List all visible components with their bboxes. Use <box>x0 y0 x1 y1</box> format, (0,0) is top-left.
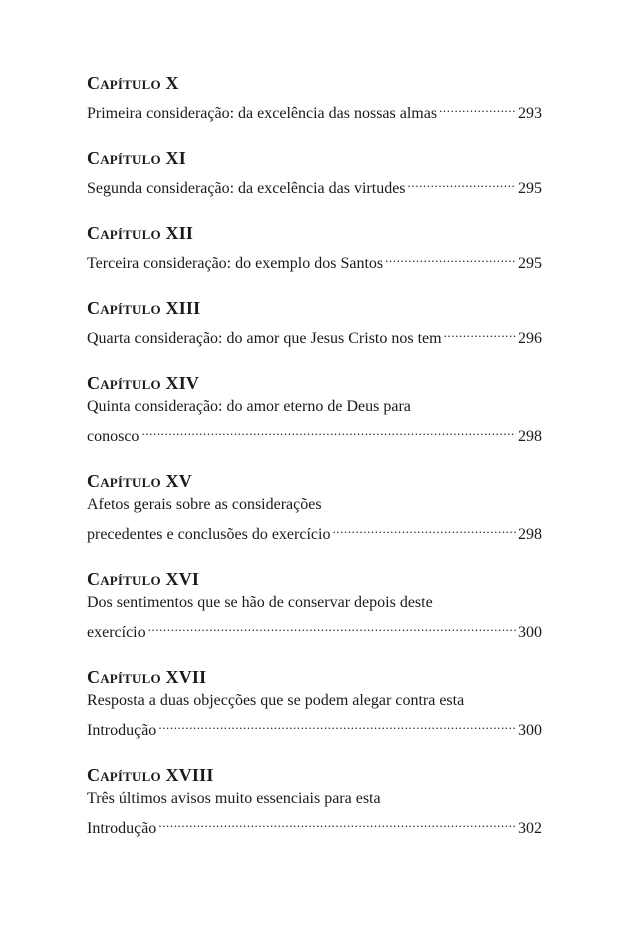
toc-line <box>87 810 542 840</box>
toc-entry <box>87 372 542 448</box>
chapter-title: conosco <box>87 428 140 445</box>
chapter-title-line: Afetos gerais sobre as considerações <box>87 496 322 513</box>
chapter-heading: Capítulo XIII <box>87 298 201 318</box>
toc-line <box>87 245 542 275</box>
toc-entry <box>87 297 542 350</box>
toc-line <box>87 516 542 546</box>
page-number: 300 <box>518 722 542 739</box>
chapter-title: Quarta consideração: do amor que Jesus Cristo nos tem <box>87 330 442 347</box>
page-number: 295 <box>518 180 542 197</box>
dot-leader <box>385 245 516 268</box>
toc-entry <box>87 470 542 546</box>
chapter-heading: Capítulo XVII <box>87 667 207 687</box>
dot-leader <box>444 320 516 343</box>
toc-entry <box>87 222 542 275</box>
page-number: 300 <box>518 624 542 641</box>
toc-line <box>87 320 542 350</box>
chapter-heading: Capítulo XV <box>87 471 192 491</box>
toc-entry <box>87 568 542 644</box>
chapter-title: Terceira consideração: do exemplo dos Santos <box>87 255 384 272</box>
toc-entry <box>87 72 542 125</box>
page-number: 295 <box>518 255 542 272</box>
chapter-title: Introdução <box>87 722 157 739</box>
chapter-heading: Capítulo XI <box>87 148 186 168</box>
page-number: 293 <box>518 105 542 122</box>
dot-leader <box>148 614 516 637</box>
toc-line <box>87 95 542 125</box>
chapter-title: Primeira consideração: da excelência das nossas almas <box>87 105 438 122</box>
dot-leader <box>408 170 516 193</box>
chapter-title: Introdução <box>87 820 157 837</box>
page-number: 298 <box>518 428 542 445</box>
page-number: 296 <box>518 330 542 347</box>
dot-leader <box>158 712 516 735</box>
toc-line <box>87 712 542 742</box>
chapter-heading: Capítulo X <box>87 73 179 93</box>
chapter-heading: Capítulo XII <box>87 223 194 243</box>
chapter-heading: Capítulo XVIII <box>87 765 214 785</box>
chapter-title: Segunda consideração: da excelência das virtudes <box>87 180 406 197</box>
chapter-title: precedentes e conclusões do exercício <box>87 526 331 543</box>
page-number: 298 <box>518 526 542 543</box>
toc-entry <box>87 666 542 742</box>
page-number: 302 <box>518 820 542 837</box>
chapter-heading: Capítulo XIV <box>87 373 200 393</box>
dot-leader <box>158 810 516 833</box>
chapter-heading: Capítulo XVI <box>87 569 200 589</box>
table-of-contents <box>87 72 542 862</box>
dot-leader <box>439 95 516 118</box>
toc-line <box>87 170 542 200</box>
chapter-title-line: Dos sentimentos que se hão de conservar depois deste <box>87 594 433 611</box>
dot-leader <box>332 516 516 539</box>
chapter-title-line: Quinta consideração: do amor eterno de Deus para <box>87 398 411 415</box>
toc-line <box>87 418 542 448</box>
chapter-title-line: Três últimos avisos muito essenciais para esta <box>87 790 381 807</box>
toc-entry <box>87 147 542 200</box>
chapter-title: exercício <box>87 624 146 641</box>
dot-leader <box>141 418 516 441</box>
toc-line <box>87 614 542 644</box>
toc-entry <box>87 764 542 840</box>
chapter-title-line: Resposta a duas objecções que se podem alegar contra esta <box>87 692 465 709</box>
